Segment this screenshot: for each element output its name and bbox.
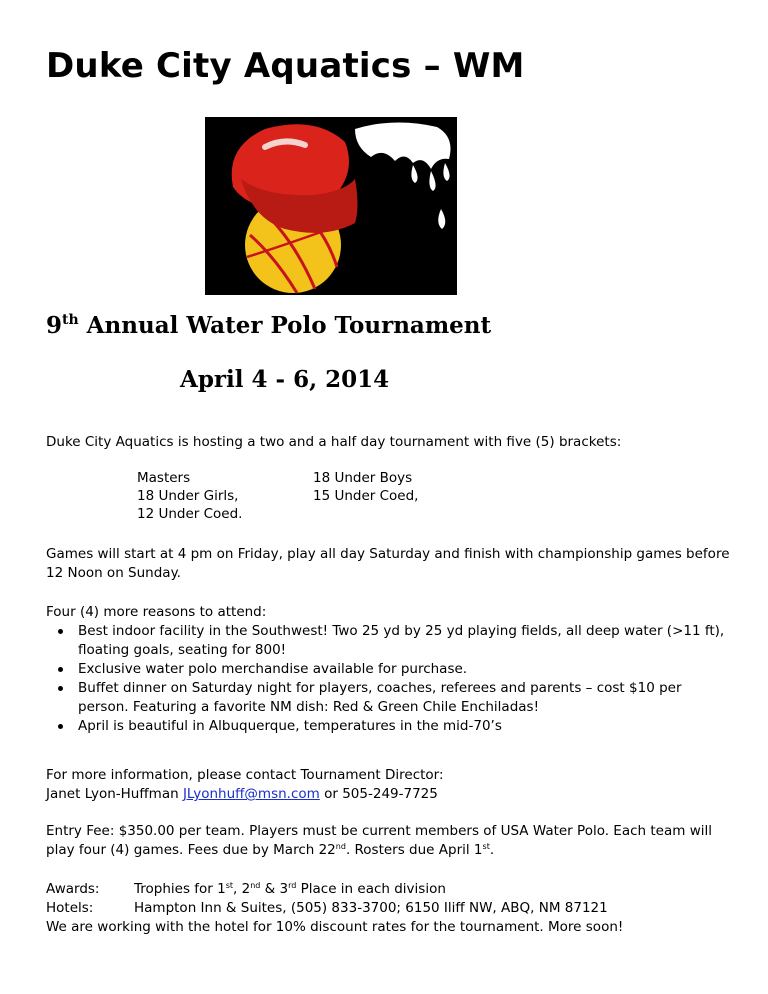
awards-hotels-section xyxy=(46,880,623,937)
contact-phone: 505-249-7725 xyxy=(342,786,438,802)
bracket-item: 18 Under Girls, xyxy=(137,488,239,504)
entry-fee-paragraph xyxy=(46,822,736,860)
reasons-intro: Four (4) more reasons to attend: xyxy=(46,604,267,620)
hotels-label: Hotels: xyxy=(46,900,94,916)
entry-ordinal: st xyxy=(482,842,490,851)
contact-section xyxy=(46,766,736,804)
entry-text: . Rosters due April 1 xyxy=(345,842,483,858)
reason-item: Buffet dinner on Saturday night for players, coaches, referees and parents – cost $10 per person. Featuring a favorite NM dish: Red & Green Chile Enchiladas! xyxy=(46,679,736,717)
reason-item: April is beautiful in Albuquerque, temperatures in the mid-70’s xyxy=(46,717,736,736)
contact-email-link[interactable]: JLyonhuff@msn.com xyxy=(182,786,320,802)
bracket-item: Masters xyxy=(137,470,191,486)
contact-name: Janet Lyon-Huffman xyxy=(46,786,183,802)
awards-ordinal: st xyxy=(225,881,234,890)
discount-line: We are working with the hotel for 10% discount rates for the tournament. More soon! xyxy=(46,919,624,935)
heading-number: 9 xyxy=(46,312,63,339)
games-schedule-paragraph: Games will start at 4 pm on Friday, play all day Saturday and finish with championship games before 12 Noon on Sunday. xyxy=(46,546,730,581)
awards-ordinal: rd xyxy=(288,881,297,890)
contact-line: For more information, please contact Tournament Director: xyxy=(46,767,444,783)
hotels-row xyxy=(46,899,623,918)
reasons-list xyxy=(46,622,736,736)
bracket-item: 12 Under Coed. xyxy=(137,506,243,522)
water-polo-logo-image xyxy=(205,117,457,295)
bracket-item: 18 Under Boys xyxy=(313,470,413,486)
entry-text: Entry Fee: $350.00 per team. Players must be current members of USA Water Polo. Each team will play four (4) games. Fees due by March 22 xyxy=(46,823,712,858)
hotels-text: Hampton Inn & Suites, (505) 833-3700; 6150 Iliff NW, ABQ, NM 87121 xyxy=(134,900,608,916)
awards-text: , 2 xyxy=(233,881,251,897)
awards-text: Place in each division xyxy=(296,881,446,897)
reason-item: Best indoor facility in the Southwest! Two 25 yd by 25 yd playing fields, all deep water (>11 ft), floating goals, seating for 800! xyxy=(46,622,736,660)
tournament-dates: April 4 - 6, 2014 xyxy=(180,366,390,393)
brackets-column-1 xyxy=(137,469,242,523)
heading-text: Annual Water Polo Tournament xyxy=(78,312,492,339)
awards-label: Awards: xyxy=(46,881,100,897)
awards-text: & 3 xyxy=(260,881,289,897)
contact-or: or xyxy=(319,786,343,802)
entry-text: . xyxy=(489,842,495,858)
awards-row xyxy=(46,880,623,899)
brackets-column-2 xyxy=(313,469,418,505)
bracket-item: 15 Under Coed, xyxy=(313,488,419,504)
tournament-heading xyxy=(46,312,491,339)
reason-item: Exclusive water polo merchandise available for purchase. xyxy=(46,660,736,679)
entry-ordinal: nd xyxy=(335,842,346,851)
heading-ordinal: th xyxy=(62,312,79,328)
awards-ordinal: nd xyxy=(250,881,261,890)
awards-text: Trophies for 1 xyxy=(134,881,226,897)
page-title: Duke City Aquatics – WM xyxy=(46,46,525,86)
contact-details xyxy=(46,785,736,804)
intro-paragraph: Duke City Aquatics is hosting a two and a half day tournament with five (5) brackets: xyxy=(46,434,622,450)
